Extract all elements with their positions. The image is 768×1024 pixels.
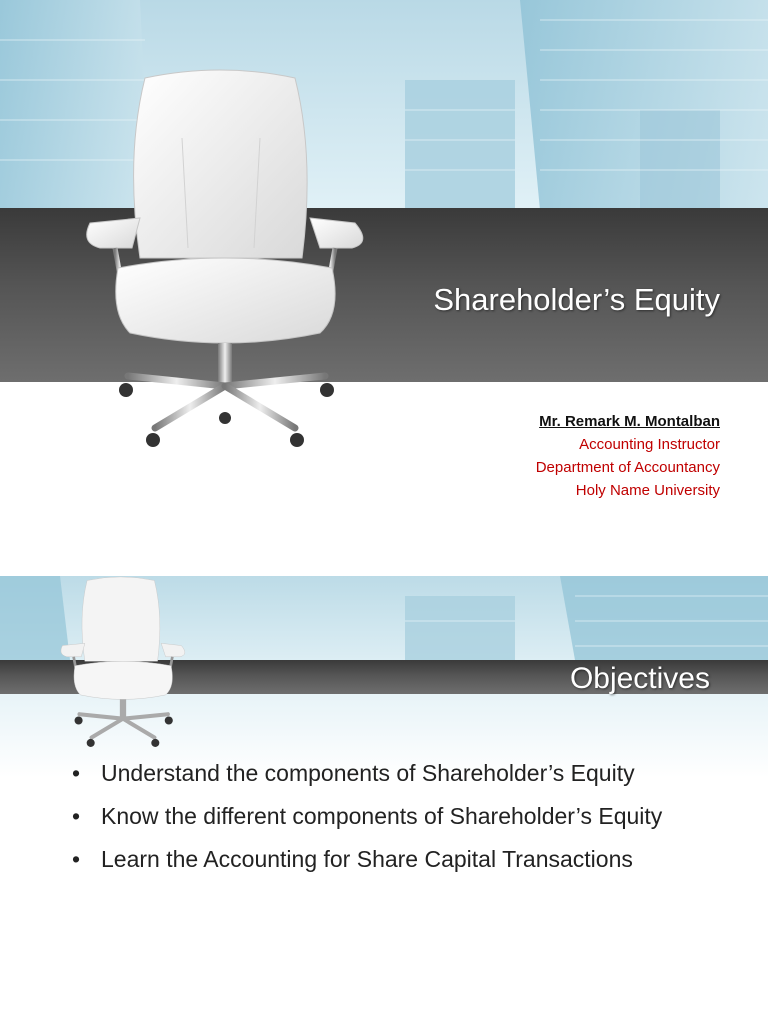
slide-title: Objectives (569, 662, 710, 695)
presenter-institution: Holy Name University (575, 482, 720, 499)
objectives-slide (0, 576, 768, 1024)
objectives-list (72, 756, 712, 885)
presenter-position: Accounting Instructor (579, 436, 720, 453)
slide-title: Shareholder’s Equity (433, 282, 720, 317)
office-chair-image (70, 68, 380, 458)
list-item: • Know the different components of Shareholder’s Equity (72, 799, 712, 834)
presenter-info (536, 410, 720, 502)
presenter-name: Mr. Remark M. Montalban (539, 413, 720, 430)
list-item: • Understand the components of Shareholder’s Equity (72, 756, 712, 791)
list-item: • Learn the Accounting for Share Capital Transactions (72, 842, 712, 877)
presenter-department: Department of Accountancy (535, 459, 720, 476)
office-chair-image (28, 576, 218, 751)
